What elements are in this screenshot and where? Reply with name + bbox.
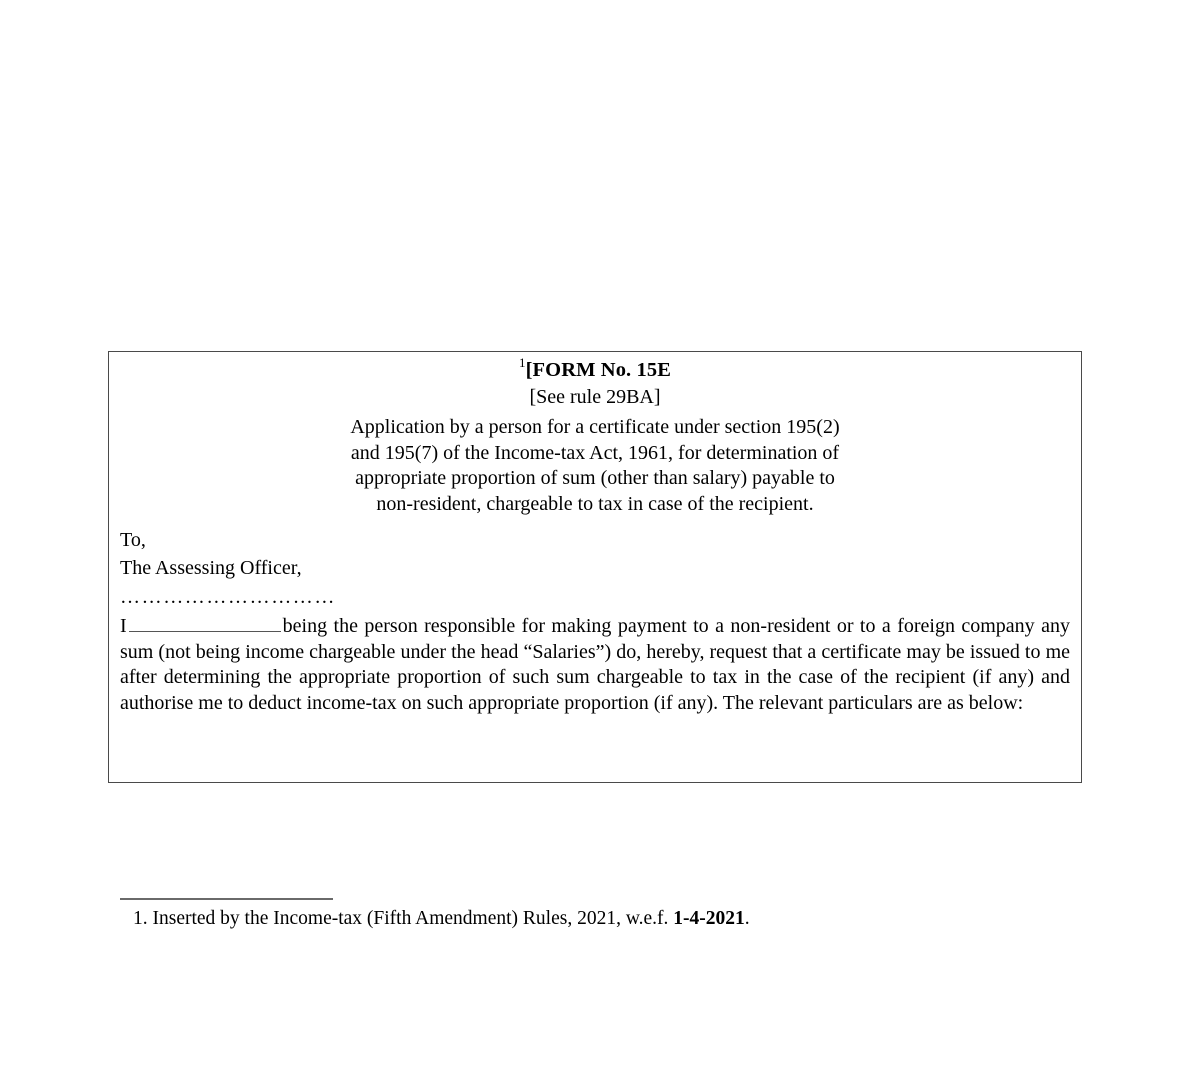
subtitle-line: non-resident, chargeable to tax in case of the recipient. [376,492,814,515]
assessing-officer-label: The Assessing Officer, [120,556,302,579]
to-label: To, [120,529,146,551]
declaration-lead-in: I [120,615,127,637]
footnote-number: 1. [133,908,148,929]
applicant-name-blank[interactable] [129,617,281,632]
footnote-text: Inserted by the Income-tax (Fifth Amendment) Rules, 2021, w.e.f. [152,908,669,929]
declaration-text: being the person responsible for making payment to a non-resident or to a foreign company any sum (not being income chargeable under the head “Salaries”) do, hereby, request that a certificate may be issued to me after determining the appropriate proportion of such sum chargeable to tax in the case of the recipient (if any) and authorise me to deduct income-tax on such appropriate proportion (if any). The relevant particulars are as below: [120,615,1070,714]
footnote-separator [120,898,333,900]
form-box [108,351,1082,783]
form-box-content [109,352,1081,716]
form-subtitle [120,415,1070,517]
form-title-text: [FORM No. 15E [525,359,671,381]
form-heading-block [120,355,1070,517]
declaration-paragraph [120,614,1070,716]
subtitle-line: appropriate proportion of sum (other than salary) payable to [355,467,835,489]
footnote-terminator: . [744,908,750,929]
subtitle-line: and 195(7) of the Income-tax Act, 1961, for determination of [350,441,840,464]
rule-reference: [See rule 29BA] [529,386,661,408]
address-dotted-line: ………………………… [120,586,336,608]
form-title [120,355,1070,383]
footnote [133,906,1093,932]
footnote-effective-date: 1-4-2021 [673,908,745,929]
subtitle-line: Application by a person for a certificate under section 195(2) [350,416,840,438]
footnote-marker: 1 [519,355,526,371]
addressee-block [120,527,1070,612]
